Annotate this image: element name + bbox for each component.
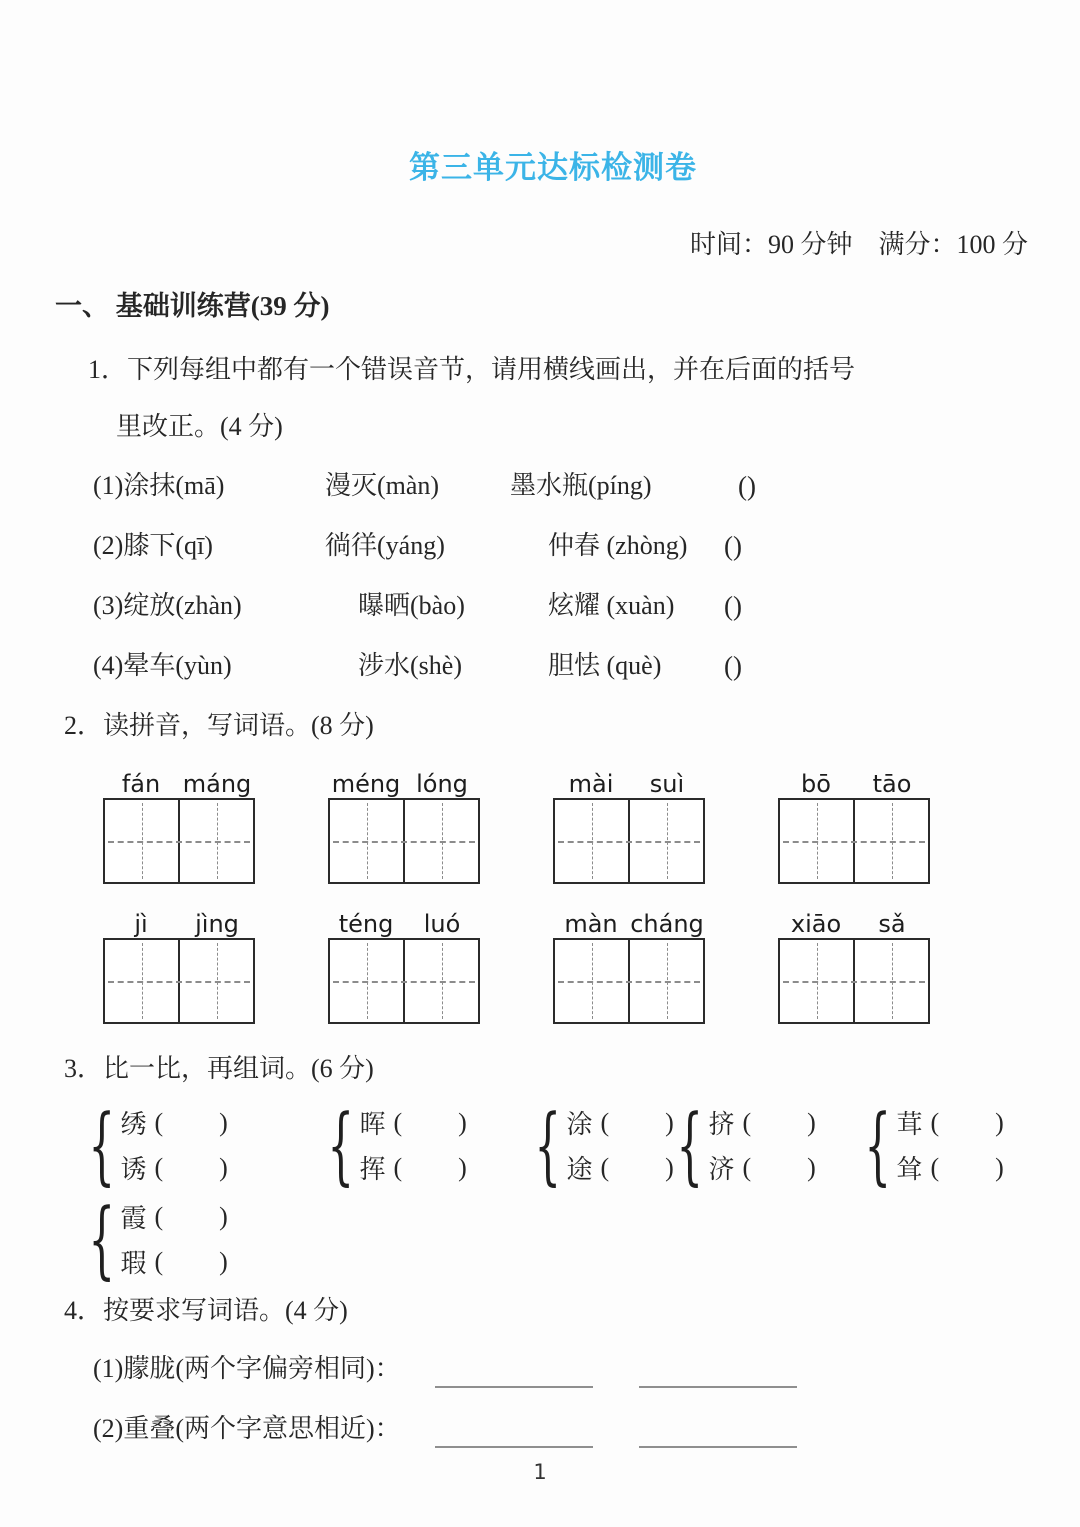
pinyin-label: sǎ	[878, 910, 906, 938]
q1-stem-line1: 1．下列每组中都有一个错误音节，请用横线画出，并在后面的括号	[88, 355, 856, 384]
q4-heading: 4．按要求写词语。(4 分)	[64, 1296, 348, 1325]
section-1-heading: 一、 基础训练营(39 分)	[55, 291, 330, 321]
writing-cell	[628, 800, 703, 882]
writing-cell	[780, 940, 853, 1022]
q2-grid-row-1	[103, 760, 930, 884]
pinyin-writing-group	[553, 900, 705, 1024]
pinyin-label: téng	[338, 910, 394, 938]
word-pinyin: (3)绽放(zhàn)	[93, 591, 242, 620]
q1-row-3	[0, 586, 1080, 626]
left-brace-icon: {	[88, 1096, 116, 1194]
q4-item-1	[93, 1350, 797, 1388]
writing-box	[103, 798, 255, 884]
pinyin-label: máng	[182, 770, 252, 798]
hanzi: 途	[566, 1155, 593, 1184]
pinyin-writing-group	[103, 760, 255, 884]
answer-blank	[639, 1412, 797, 1448]
hanzi: 霞	[120, 1204, 147, 1233]
hanzi: 绣	[120, 1110, 147, 1139]
word-pinyin: 胆怯 (què)	[548, 651, 662, 680]
writing-cell	[853, 940, 928, 1022]
pinyin-label: luó	[423, 910, 461, 938]
pinyin-label: fán	[121, 770, 161, 798]
writing-cell	[403, 800, 478, 882]
left-brace-icon: {	[534, 1096, 562, 1194]
q3-heading: 3．比一比，再组词。(6 分)	[64, 1054, 374, 1083]
word-pinyin: 炫耀 (xuàn)	[548, 591, 675, 620]
hanzi: 诱	[120, 1155, 147, 1184]
pinyin-writing-group	[328, 900, 480, 1024]
writing-box	[778, 938, 930, 1024]
pinyin-label: jìng	[195, 910, 239, 938]
q4-item-2	[93, 1410, 797, 1448]
writing-cell	[330, 800, 403, 882]
q4-item-label: (2)重叠(两个字意思相近)：	[93, 1414, 401, 1443]
answer-parens: ( )	[724, 531, 742, 561]
answer-parens: ( )	[724, 651, 742, 681]
q3-pairs-row-2	[0, 1190, 1080, 1288]
answer-blank	[435, 1352, 593, 1388]
writing-cell	[105, 940, 178, 1022]
word-pinyin: 曝晒(bào)	[358, 591, 465, 620]
pinyin-label: xiāo	[790, 910, 842, 938]
pinyin-label: cháng	[630, 910, 704, 938]
pinyin-label: mài	[568, 770, 614, 798]
q1-stem-line2: 里改正。(4 分)	[116, 412, 283, 441]
writing-box	[553, 798, 705, 884]
pinyin-label: tāo	[872, 770, 912, 798]
writing-cell	[780, 800, 853, 882]
answer-blank	[639, 1352, 797, 1388]
hanzi: 茸	[896, 1110, 923, 1139]
compare-pair: { 涂 ( ) 途 ( )	[534, 1096, 674, 1194]
answer-blank	[435, 1412, 593, 1448]
word-pinyin: 涉水(shè)	[358, 651, 462, 680]
pinyin-label: lóng	[416, 770, 468, 798]
left-brace-icon: {	[88, 1190, 116, 1288]
q1-row-4	[0, 646, 1080, 686]
pinyin-writing-group	[553, 760, 705, 884]
pinyin-label: méng	[331, 770, 401, 798]
page-title: 第三单元达标检测卷	[409, 150, 697, 186]
writing-box	[553, 938, 705, 1024]
word-pinyin: (1)涂抹(mā)	[93, 471, 225, 500]
q4-item-label: (1)朦胧(两个字偏旁相同)：	[93, 1354, 401, 1383]
writing-box	[778, 798, 930, 884]
writing-cell	[555, 940, 628, 1022]
word-pinyin: 仲春 (zhòng)	[548, 531, 688, 560]
q1-row-2	[0, 526, 1080, 566]
writing-cell	[178, 940, 253, 1022]
writing-box	[328, 938, 480, 1024]
writing-cell	[555, 800, 628, 882]
hanzi: 挤	[708, 1110, 735, 1139]
writing-cell	[853, 800, 928, 882]
writing-box	[103, 938, 255, 1024]
q1-row-1	[0, 466, 1080, 506]
q2-grid-row-2	[103, 900, 930, 1024]
compare-pair: { 挤 ( ) 济 ( )	[676, 1096, 816, 1194]
pinyin-writing-group	[328, 760, 480, 884]
page-number: 1	[533, 1460, 547, 1484]
q2-heading: 2．读拼音，写词语。(8 分)	[64, 711, 374, 740]
word-pinyin: 漫灭(màn)	[325, 471, 440, 500]
left-brace-icon: {	[864, 1096, 892, 1194]
pinyin-label: jì	[134, 910, 148, 938]
writing-cell	[105, 800, 178, 882]
writing-cell	[628, 940, 703, 1022]
word-pinyin: 徜徉(yáng)	[325, 531, 445, 560]
pinyin-label: bō	[801, 770, 831, 798]
answer-parens: ( )	[738, 471, 756, 501]
compare-pair: { 霞 ( ) 瑕 ( )	[88, 1190, 228, 1288]
time-score-line: 时间：90 分钟 满分：100 分	[689, 230, 1028, 259]
hanzi: 挥	[359, 1155, 386, 1184]
pinyin-writing-group	[103, 900, 255, 1024]
hanzi: 晖	[359, 1110, 386, 1139]
word-pinyin: (2)膝下(qī)	[93, 531, 213, 560]
hanzi: 涂	[566, 1110, 593, 1139]
writing-cell	[330, 940, 403, 1022]
pinyin-writing-group	[778, 900, 930, 1024]
word-pinyin: (4)晕车(yùn)	[93, 651, 232, 680]
compare-pair: { 茸 ( ) 耸 ( )	[864, 1096, 1004, 1194]
writing-cell	[178, 800, 253, 882]
hanzi: 济	[708, 1155, 735, 1184]
left-brace-icon: {	[327, 1096, 355, 1194]
q3-pairs-row	[0, 1096, 1080, 1194]
writing-cell	[403, 940, 478, 1022]
pinyin-label: màn	[564, 910, 618, 938]
left-brace-icon: {	[676, 1096, 704, 1194]
answer-parens: ( )	[724, 591, 742, 621]
compare-pair: { 晖 ( ) 挥 ( )	[327, 1096, 467, 1194]
hanzi: 瑕	[120, 1249, 147, 1278]
word-pinyin: 墨水瓶(píng)	[510, 471, 652, 500]
compare-pair: { 绣 ( ) 诱 ( )	[88, 1096, 228, 1194]
hanzi: 耸	[896, 1155, 923, 1184]
pinyin-writing-group	[778, 760, 930, 884]
writing-box	[328, 798, 480, 884]
pinyin-label: suì	[649, 770, 685, 798]
